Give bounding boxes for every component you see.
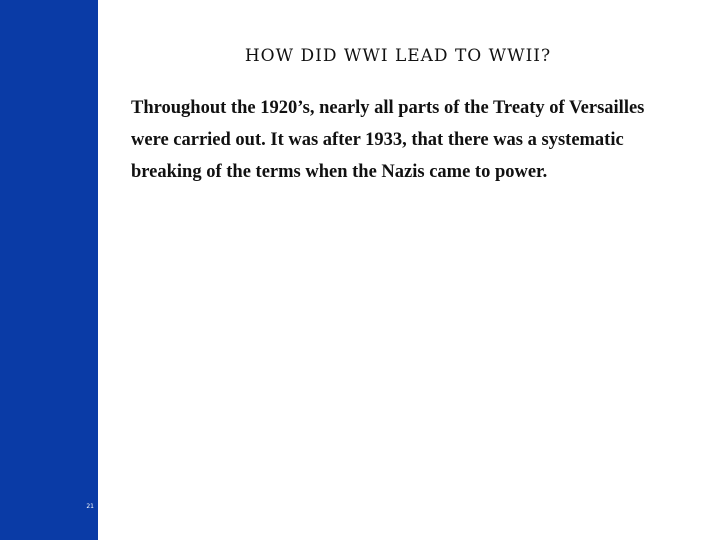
accent-sidebar bbox=[0, 0, 98, 540]
slide-title: HOW DID WWI LEAD TO WWII? bbox=[244, 46, 552, 66]
slide-number: 21 bbox=[86, 503, 94, 510]
slide-body-text: Throughout the 1920’s, nearly all parts of the Treaty of Versailles were carried out. It was after 1933, that there was a systematic breaking of the terms when the Nazis came to power. bbox=[131, 98, 645, 182]
